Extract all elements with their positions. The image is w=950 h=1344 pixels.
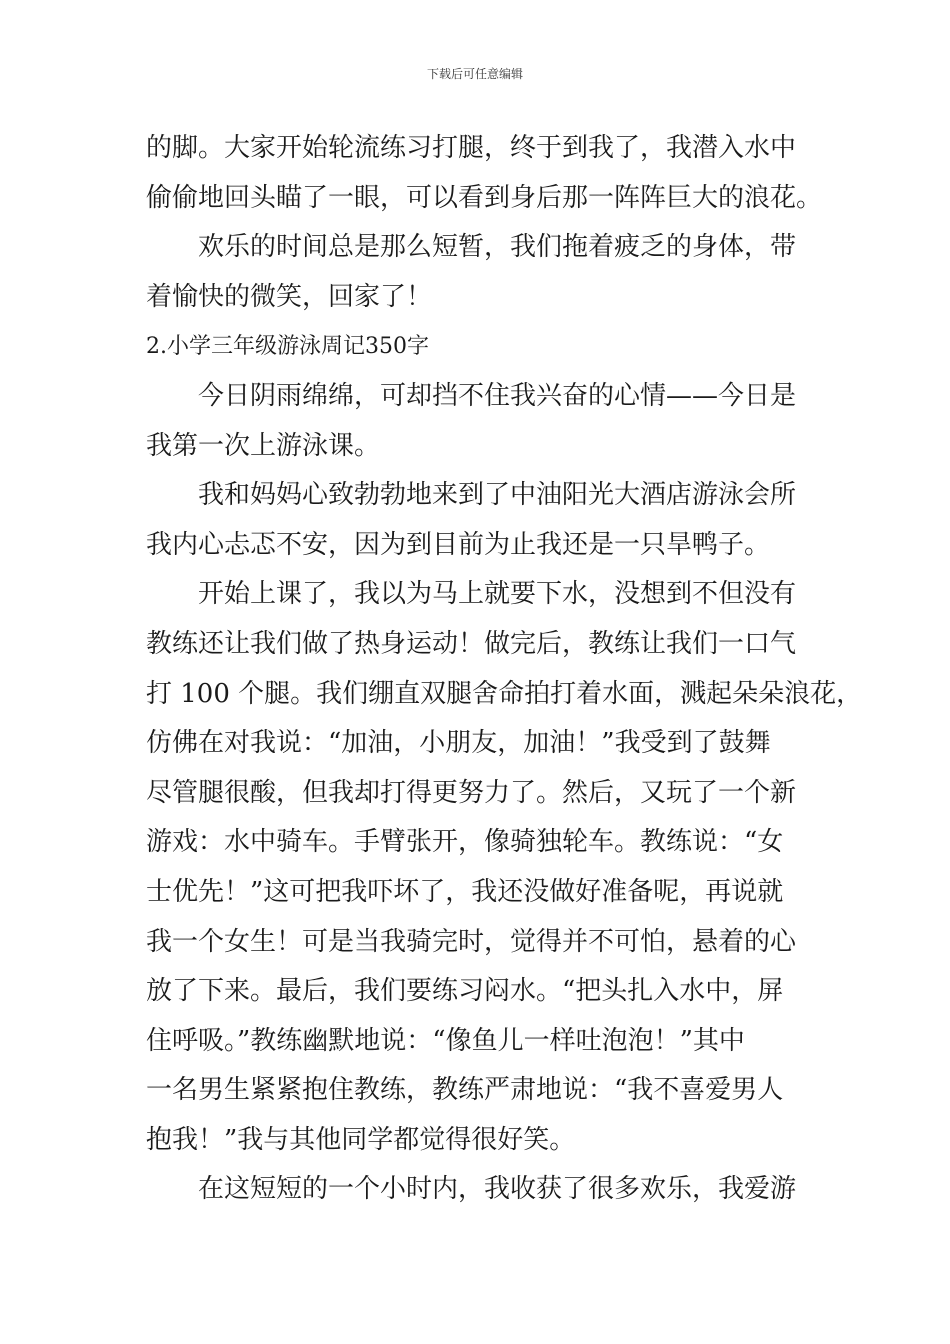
text-line: 着愉快的微笑，回家了！ [146, 281, 433, 312]
text-line: 打 100 个腿。我们绷直双腿舍命拍打着水面，溅起朵朵浪花， [146, 678, 863, 709]
text-line: 在这短短的一个小时内，我收获了很多欢乐，我爱游 [198, 1174, 797, 1205]
document-body [146, 124, 863, 1215]
text-line: 士优先！”这可把我吓坏了，我还没做好准备呢，再说就 [146, 876, 784, 907]
text-line: 放了下来。最后，我们要练习闷水。“把头扎入水中，屏 [146, 976, 784, 1007]
text-line: 尽管腿很酸，但我却打得更努力了。然后，又玩了一个新 [146, 777, 797, 808]
section-heading: 2.小学三年级游泳周记350字 [146, 334, 429, 360]
text-line: 我内心忐忑不安，因为到目前为止我还是一只旱鸭子。 [146, 529, 771, 560]
text-line: 住呼吸。”教练幽默地说：“像鱼儿一样吐泡泡！”其中 [146, 1025, 745, 1056]
text-line: 教练还让我们做了热身运动！做完后，教练让我们一口气 [146, 628, 797, 659]
text-line: 仿佛在对我说：“加油，小朋友，加油！”我受到了鼓舞 [146, 728, 771, 759]
text-line: 偷偷地回头瞄了一眼，可以看到身后那一阵阵巨大的浪花。 [146, 182, 823, 213]
text-line: 我一个女生！可是当我骑完时，觉得并不可怕，悬着的心 [146, 926, 797, 957]
text-line: 我和妈妈心致勃勃地来到了中油阳光大酒店游泳会所 [198, 480, 797, 511]
text-line: 一名男生紧紧抱住教练，教练严肃地说：“我不喜爱男人 [146, 1075, 784, 1106]
text-line: 抱我！”我与其他同学都觉得很好笑。 [146, 1124, 576, 1155]
text-line: 游戏：水中骑车。手臂张开，像骑独轮车。教练说：“女 [146, 827, 784, 858]
text-line: 的脚。大家开始轮流练习打腿，终于到我了，我潜入水中 [146, 133, 797, 163]
text-line: 开始上课了，我以为马上就要下水，没想到不但没有 [198, 579, 797, 610]
page-header: 下载后可任意编辑 [426, 67, 523, 81]
text-line: 欢乐的时间总是那么短暂，我们拖着疲乏的身体，带 [198, 232, 797, 263]
text-line: 我第一次上游泳课。 [146, 430, 381, 461]
text-line: 今日阴雨绵绵，可却挡不住我兴奋的心情——今日是 [198, 380, 797, 411]
